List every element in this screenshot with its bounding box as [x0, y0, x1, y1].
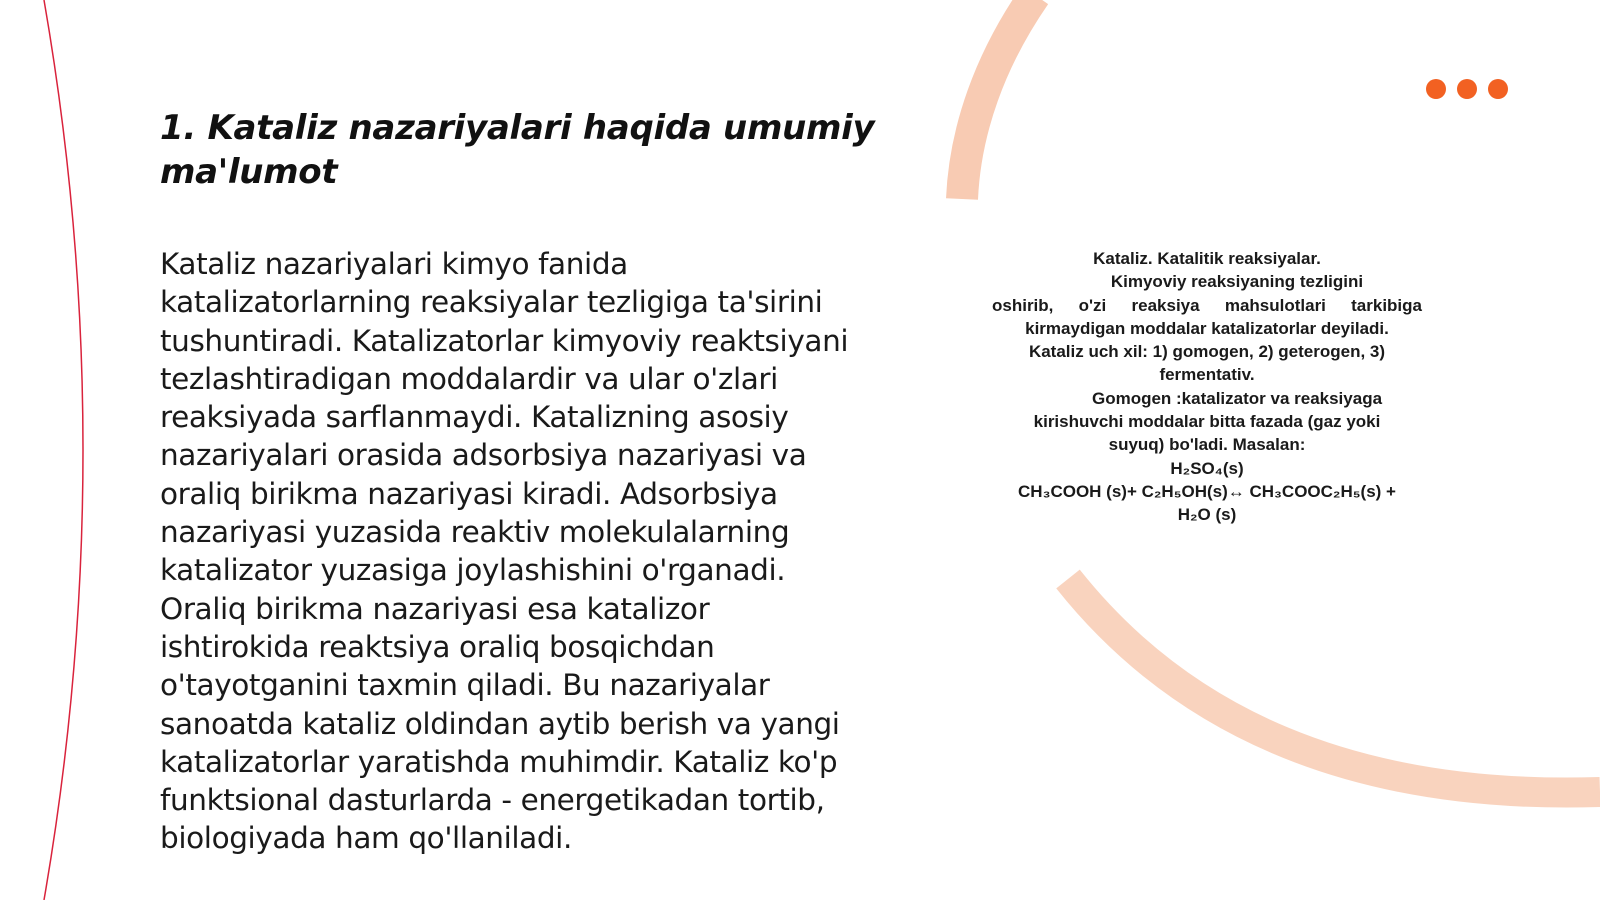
image-text-line: Kataliz. Katalitik reaksiyalar.	[1093, 249, 1321, 268]
catalysis-text-image	[992, 247, 1422, 527]
decorative-dots	[1426, 79, 1508, 99]
bottom-arc-decoration	[1068, 579, 1600, 793]
slide-title: 1. Kataliz nazariyalari haqida umumiy ma'lumot	[160, 108, 875, 192]
image-text-line: CH₃COOH (s)+ C₂H₅OH(s)↔ CH₃COOC₂H₅(s) +	[1018, 481, 1396, 501]
image-text-line: kirishuvchi moddalar bitta fazada (gaz yoki	[1033, 412, 1381, 432]
orange-dot-icon	[1488, 79, 1508, 99]
image-text-line: oshirib, o'zi reaksiya mahsulotlari tarkibiga	[992, 295, 1422, 315]
top-arc-decoration	[962, 0, 1035, 199]
image-text-line: kirmaydigan moddalar katalizatorlar deyiladi.	[1025, 318, 1389, 338]
orange-dot-icon	[1426, 79, 1446, 99]
image-text-line: H₂SO₄(s)	[1170, 458, 1244, 478]
orange-dot-icon	[1457, 79, 1477, 99]
left-red-curve	[44, 0, 83, 900]
slide-body-text: Kataliz nazariyalari kimyo fanida katalizatorlarning reaksiyalar tezligiga ta'sirini tushuntiradi. Katalizatorlar kimyoviy reaktsiyani tezlashtiradigan moddalardir va ular o'zlari reaksiyada sarflanmaydi. Katalizning asosiy nazariyalari orasida adsorbsiya nazariyasi va oraliq birikma nazariyasi kiradi. Adsorbsiya nazariyasi yuzasida reaktiv molekulalarning katalizator yuzasiga joylashishini o'rganadi. Oraliq birikma nazariyasi esa katalizor ishtirokida reaktsiya oraliq bosqichdan o'tayotganini taxmin qiladi. Bu nazariyalar sanoatda kataliz oldindan aytib berish va yangi katalizatorlar yaratishda muhimdir. Kataliz ko'p funktsional dasturlarda - energetikadan tortib, biologiyada ham qo'llaniladi.	[160, 247, 849, 856]
image-text-line: fermentativ.	[1159, 365, 1255, 385]
image-text-line: suyuq) bo'ladi. Masalan:	[1108, 435, 1306, 455]
image-text-line: H₂O (s)	[1177, 505, 1237, 525]
image-text-line: Kataliz uch xil: 1) gomogen, 2) geterogen, 3)	[1028, 342, 1386, 362]
image-text-line: Kimyoviy reaksiyaning tezligini	[1110, 272, 1364, 292]
image-text-line: Gomogen :katalizator va reaksiyaga	[1091, 388, 1383, 408]
